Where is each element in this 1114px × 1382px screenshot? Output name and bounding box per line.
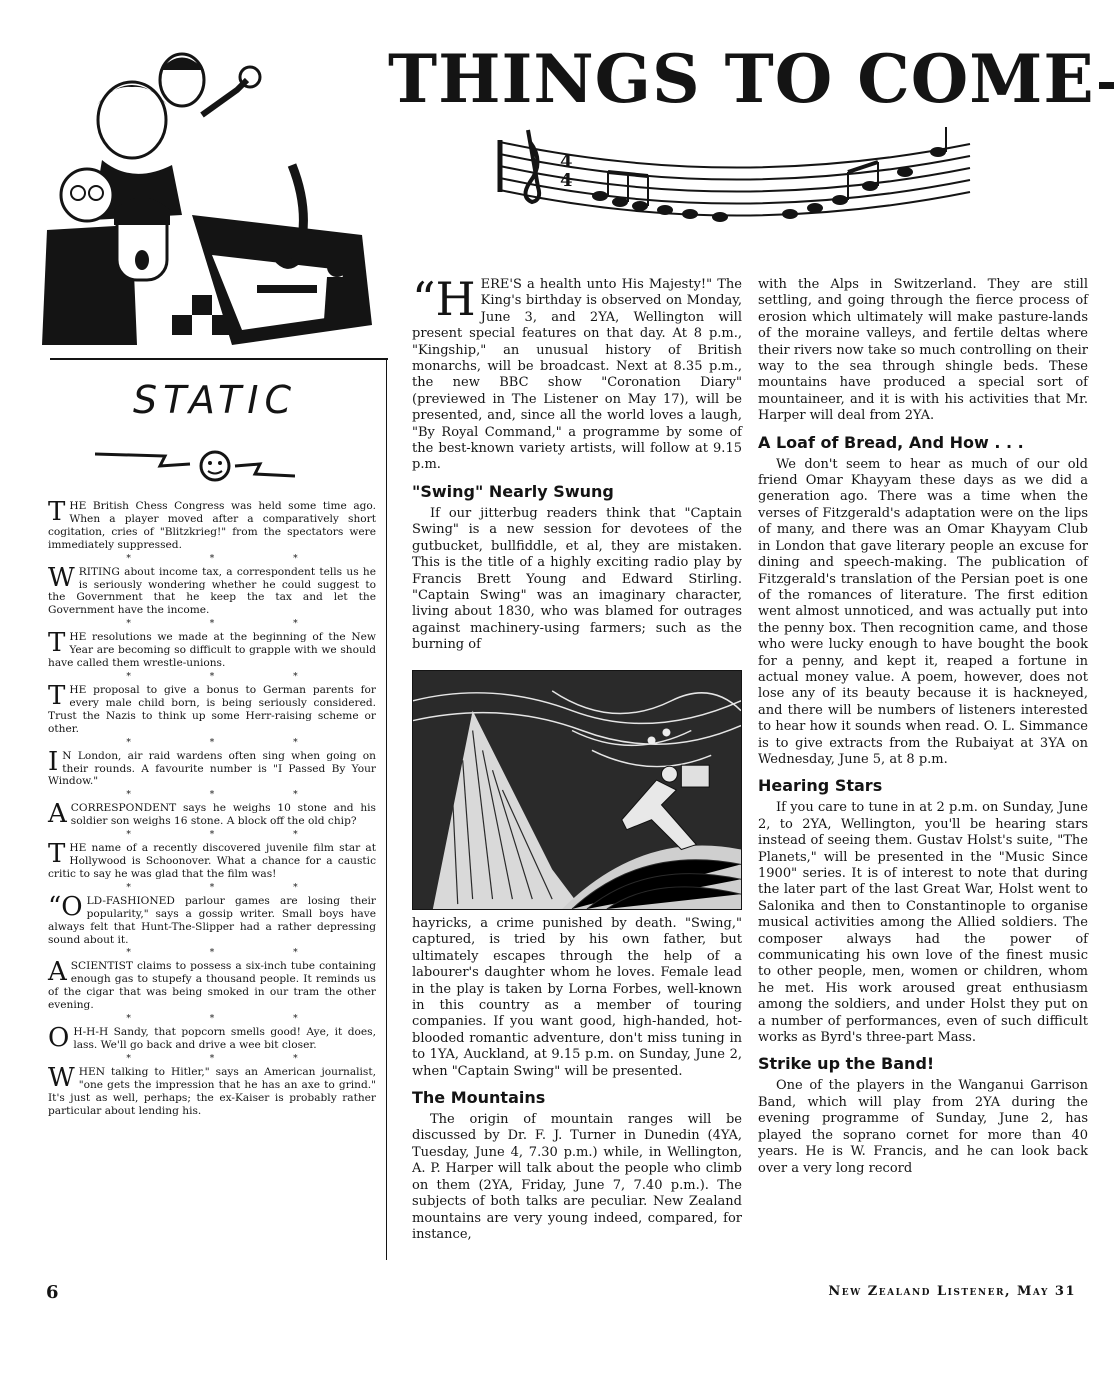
svg-text:4: 4	[560, 151, 573, 172]
drop-cap: A	[48, 957, 67, 988]
static-item-text: HEN talking to Hitler," says an American journalist, "one gets the impression that he has an axe to grind." It's just as well, perhaps; the ex-Kaiser is probably rather particular about lending his.	[48, 1065, 376, 1117]
static-item	[48, 839, 376, 881]
static-item	[48, 562, 376, 618]
paragraph: hayricks, a crime punished by death. "Swing," captured, is tried by his own father, but ultimately escapes through the help of a labourer's daughter whom he loves. Female lead in the play is taken by Lorna Forbes, well-known in this country as a member of touring companies. If you want good, high-handed, hot-blooded romantic adventure, don't miss tuning in to 1YA, Auckland, at 9.15 p.m. on Sunday, June 2, when "Captain Swing" will be presented.	[412, 916, 742, 1079]
separator: * * *	[126, 830, 336, 841]
drop-cap: I	[48, 746, 59, 777]
column-divider	[386, 360, 387, 1260]
static-item-text: LD-FASHIONED parlour games are losing their popularity," says a gossip writer. Small boys have always felt that Hunt-The-Slipper had a rather depressing sound about it.	[48, 894, 376, 946]
static-item	[48, 628, 376, 670]
page-number: 6	[46, 1282, 59, 1303]
static-item	[48, 891, 376, 947]
separator: * * *	[126, 1014, 336, 1025]
separator: * * *	[126, 1053, 336, 1064]
drop-cap: “H	[412, 272, 476, 326]
static-item-text: N London, air raid wardens often sing when going on their rounds. A favourite number is "I Passed By Your Window."	[48, 749, 376, 788]
music-staff-illustration	[490, 122, 980, 252]
static-item	[48, 680, 376, 736]
masthead-title	[388, 40, 1095, 118]
static-item	[48, 1062, 376, 1118]
static-item-text: H-H-H Sandy, that popcorn smells good! Aye, it does, lass. We'll go back and drive a wee bit closer.	[73, 1026, 376, 1051]
static-item-text: CORRESPONDENT says he weighs 10 stone and his soldier son weighs 16 stone. A block off the old chip?	[70, 802, 376, 828]
static-item-text: RITING about income tax, a correspondent tells us he is seriously wondering whether he could suggest to the Government that he keep the tax and let the Government have the income.	[48, 565, 376, 617]
section-heading: A Loaf of Bread, And How . . .	[758, 432, 1024, 452]
paragraph: One of the players in the Wanganui Garrison Band, which will play from 2YA during the evening programme of Sunday, June 2, has played the soprano cornet for more than 40 years. He is W. Francis, and he can look back over a very long record	[758, 1078, 1088, 1176]
separator: * * *	[126, 790, 336, 801]
section-heading: Strike up the Band!	[758, 1054, 935, 1074]
section-heading: The Mountains	[412, 1088, 546, 1108]
static-column	[48, 497, 376, 1118]
separator: * * *	[126, 737, 336, 748]
paragraph: with the Alps in Switzerland. They are still settling, and going through the fierce process of erosion which ultimately will make pasture-lands of the moraine valleys, and fertile deltas where their rivers now take so much controlling on their way to the sea through shingle beds. These mountains have produced a special sort of mountaineer, and it is with his activities that Mr. Harper will deal from 2YA.	[758, 277, 1088, 424]
static-top-rule	[50, 358, 388, 360]
static-item	[48, 799, 376, 830]
static-item-text: HE resolutions we made at the beginning of the New Year are becoming so difficult to grapple with we should have called them wrestle-unions.	[48, 631, 376, 670]
masthead-dash	[1099, 82, 1114, 89]
drop-cap: “O	[48, 891, 83, 922]
static-heading: STATIC	[132, 378, 298, 422]
drop-cap: T	[48, 680, 66, 711]
separator: * * *	[126, 882, 336, 893]
article-column-right	[758, 277, 1088, 1177]
paragraph: If you care to tune in at 2 p.m. on Sunday, June 2, to 2YA, Wellington, you'll be hearing stars instead of seeing them. Gustav Holst's suite, "The Planets," will be presented in the "Music Since 1900" series. It is of interest to note that during the later part of the last Great War, Holst went to Salonika and then to Constantinople to organise musical activities among the Allied soldiers. The composer always had the power of communicating his own love of the finest music to other people, men, women or children, whom he met. His work aroused great enthusiasm among the soldiers, and under Holst they put on a number of performances, even of such difficult works as Byrd's three-part Mass.	[758, 800, 1088, 1046]
static-item-text: SCIENTIST claims to possess a six-inch tube containing enough gas to stupefy a thousand people. It reminds us of the cigar that was being smoked in our tram the other evening.	[48, 960, 376, 1012]
drop-cap: O	[48, 1023, 70, 1054]
paragraph: If our jitterbug readers think that "Captain Swing" is a new session for devotees of the gutbucket, bullfiddle, et al, they are mistaken. This is the title of a highly exciting radio play by Francis Brett Young and Edward Stirling. "Captain Swing" was an imaginary character, living about 1830, who was blamed for outrages against machinery-using farmers; such as the burning of	[412, 505, 742, 653]
static-lightning-face-icon	[95, 440, 295, 488]
intro-paragraph	[412, 272, 742, 474]
drop-cap: T	[48, 839, 66, 870]
paragraph: We don't seem to hear as much of our old friend Omar Khayyam these days as we did a generation ago. There was a time when the verses of Fitzgerald's adaptation were on the lips of many, and there was an Omar Khayyam Club in London that gave literary people an excuse for dining and speech-making. The publication of Fitzgerald's translation of the Persian poet is one of the romances of literature. The first edition went almost unnoticed, and was actually put into the penny box. Then recognition came, and those who were lucky enough to have bought the book for a penny, and kept it, reaped a fortune in actual money value. A poem, however, does not lose any of its beauty because it is hackneyed, and there will be numbers of listeners interested to hear how it sounds when read. O. L. Simmance is to give extracts from the Rubaiyat at 3YA on Wednesday, June 5, at 8 p.m.	[758, 456, 1088, 767]
static-item	[48, 957, 376, 1012]
article-column-middle	[412, 272, 742, 654]
article-column-middle-lower	[412, 916, 742, 1243]
drop-cap: W	[48, 562, 75, 593]
section-heading: Hearing Stars	[758, 776, 883, 796]
separator: * * *	[126, 619, 336, 630]
captain-swing-woodcut-image	[412, 670, 742, 910]
static-item-text: HE proposal to give a bonus to German parents for every male child born, is being seriously considered. Trust the Nazis to think up some Herr-raising scheme or other.	[48, 683, 376, 735]
static-item	[48, 497, 376, 552]
drop-cap: T	[48, 628, 66, 659]
masthead-title-text: THINGS TO COME	[388, 40, 1095, 118]
paragraph: The origin of mountain ranges will be discussed by Dr. F. J. Turner in Dunedin (4YA, Tuesday, June 4, 7.30 p.m.) while, in Wellington, A. P. Harper will talk about the people who climb on them (2YA, Friday, June 7, 7.40 p.m.). The subjects of both talks are peculiar. New Zealand mountains are very young indeed, compared, for instance,	[412, 1112, 742, 1242]
drop-cap: W	[48, 1062, 75, 1093]
separator: * * *	[126, 671, 336, 682]
separator: * * *	[126, 553, 336, 564]
drop-cap: T	[48, 497, 66, 527]
svg-text:4: 4	[560, 170, 573, 191]
section-heading: "Swing" Nearly Swung	[412, 481, 614, 501]
static-item-text: HE name of a recently discovered juvenile film star at Hollywood is Schoonover. What a chance for a caustic critic to say he was glad that the film was!	[48, 842, 376, 880]
separator: * * *	[126, 948, 336, 959]
static-item	[48, 1023, 376, 1054]
band-illustration	[42, 45, 382, 355]
intro-text: ERE'S a health unto His Majesty!" The King's birthday is observed on Monday, June 3, and 2YA, Wellington will present special features on that day. At 8 p.m., "Kingship," an unusual history of British monarchs, will be broadcast. Next at 8.35 p.m., the new BBC show "Coronation Diary" (previewed in The Listener on May 17), will be presented, and, since all the world loves a laugh, "By Royal Command," a programme by some of the best-known variety artists, will follow at 9.15 p.m.	[412, 277, 742, 473]
static-item-text: HE British Chess Congress was held some time ago. When a player moved after a comparatively short cogitation, cries of "Blitzkrieg!" from the spectators were immediately suppressed.	[48, 500, 376, 551]
static-item	[48, 746, 376, 789]
publication-footer: New Zealand Listener, May 31	[828, 1284, 1076, 1299]
drop-cap: A	[48, 799, 67, 830]
